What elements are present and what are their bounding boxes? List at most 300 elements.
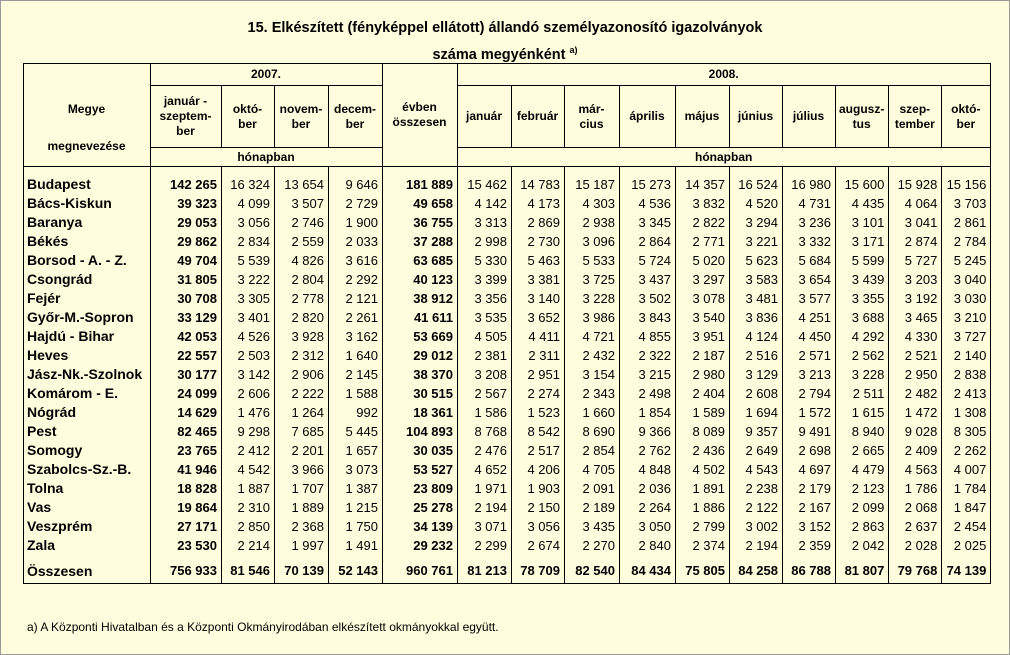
table-cell: 18 361 <box>383 403 458 422</box>
month-header-2007-1: január - szeptem-ber <box>151 86 222 148</box>
table-cell: 104 893 <box>383 422 458 441</box>
table-cell: 2 482 <box>889 384 942 403</box>
table-cell: 5 533 <box>565 251 620 270</box>
table-cell: 4 721 <box>565 327 620 346</box>
table-cell: 3 951 <box>676 327 730 346</box>
table-cell: 4 435 <box>836 194 889 213</box>
table-cell: 2 214 <box>222 536 275 555</box>
table-cell: 3 381 <box>512 270 565 289</box>
table-cell: 4 479 <box>836 460 889 479</box>
table-cell: 3 154 <box>565 365 620 384</box>
table-cell: 18 828 <box>151 479 222 498</box>
table-row <box>24 270 991 289</box>
table-cell: 23 809 <box>383 479 458 498</box>
table-cell: 3 577 <box>783 289 836 308</box>
table-cell: 81 546 <box>222 555 275 584</box>
table-title-line1: 15. Elkészített (fényképpel ellátott) állandó személyazonosító igazolványok <box>247 20 763 36</box>
county-name: Jász-Nk.-Szolnok <box>24 365 151 384</box>
county-name: Győr-M.-Sopron <box>24 308 151 327</box>
table-cell: 2 436 <box>676 441 730 460</box>
table-cell: 3 228 <box>836 365 889 384</box>
table-cell: 29 862 <box>151 232 222 251</box>
table-cell: 2 068 <box>889 498 942 517</box>
table-cell: 3 502 <box>620 289 676 308</box>
month-header-2008-10: októ-ber <box>942 86 991 148</box>
table-cell: 34 139 <box>383 517 458 536</box>
table-cell: 3 210 <box>942 308 991 327</box>
table-cell: 960 761 <box>383 555 458 584</box>
table-cell: 2 033 <box>329 232 383 251</box>
table-cell: 1 572 <box>783 403 836 422</box>
table-cell: 4 251 <box>783 308 836 327</box>
table-cell: 1 523 <box>512 403 565 422</box>
table-cell: 3 002 <box>730 517 783 536</box>
month-header-2007-4: decem-ber <box>329 86 383 148</box>
table-cell: 3 203 <box>889 270 942 289</box>
table-cell: 2 980 <box>676 365 730 384</box>
table-cell: 4 520 <box>730 194 783 213</box>
county-name: Budapest <box>24 167 151 195</box>
table-cell: 4 173 <box>512 194 565 213</box>
table-cell: 30 177 <box>151 365 222 384</box>
table-cell: 2 194 <box>730 536 783 555</box>
table-title-line2: száma megyénként $^{a)}$ <box>432 45 578 63</box>
table-cell: 2 222 <box>275 384 329 403</box>
table-cell: 2 238 <box>730 479 783 498</box>
table-row <box>24 232 991 251</box>
county-name: Összesen <box>24 555 151 584</box>
table-cell: 3 222 <box>222 270 275 289</box>
table-cell: 8 768 <box>458 422 512 441</box>
table-row <box>24 289 991 308</box>
table-cell: 2 368 <box>275 517 329 536</box>
table-cell: 3 399 <box>458 270 512 289</box>
table-cell: 8 690 <box>565 422 620 441</box>
table-cell: 2 179 <box>783 479 836 498</box>
table-cell: 1 264 <box>275 403 329 422</box>
table-cell: 2 729 <box>329 194 383 213</box>
table-cell: 8 089 <box>676 422 730 441</box>
county-name: Borsod - A. - Z. <box>24 251 151 270</box>
county-name: Nógrád <box>24 403 151 422</box>
table-cell: 181 889 <box>383 167 458 195</box>
table-cell: 3 966 <box>275 460 329 479</box>
table-cell: 1 997 <box>275 536 329 555</box>
table-cell: 2 099 <box>836 498 889 517</box>
table-row <box>24 308 991 327</box>
table-cell: 2 121 <box>329 289 383 308</box>
year-2008-header: 2008. <box>458 64 991 86</box>
year-2007-header: 2007. <box>151 64 383 86</box>
table-cell: 3 056 <box>222 213 275 232</box>
table-cell: 9 357 <box>730 422 783 441</box>
table-cell: 3 986 <box>565 308 620 327</box>
table-cell: 3 332 <box>783 232 836 251</box>
table-cell: 3 208 <box>458 365 512 384</box>
table-cell: 4 855 <box>620 327 676 346</box>
table-cell: 8 305 <box>942 422 991 441</box>
table-cell: 2 025 <box>942 536 991 555</box>
table-cell: 30 035 <box>383 441 458 460</box>
table-cell: 2 036 <box>620 479 676 498</box>
table-cell: 38 370 <box>383 365 458 384</box>
table-cell: 4 848 <box>620 460 676 479</box>
table-cell: 992 <box>329 403 383 422</box>
table-cell: 2 261 <box>329 308 383 327</box>
table-cell: 2 608 <box>730 384 783 403</box>
table-cell: 14 629 <box>151 403 222 422</box>
county-name: Veszprém <box>24 517 151 536</box>
unit-2008-header: hónapban <box>458 148 991 167</box>
title-footnote-mark: a) <box>569 45 578 55</box>
table-cell: 3 355 <box>836 289 889 308</box>
table-cell: 2 762 <box>620 441 676 460</box>
table-cell: 3 215 <box>620 365 676 384</box>
month-header-2008-7: július <box>783 86 836 148</box>
table-cell: 2 274 <box>512 384 565 403</box>
table-cell: 2 264 <box>620 498 676 517</box>
table-cell: 2 123 <box>836 479 889 498</box>
table-row <box>24 460 991 479</box>
table-cell: 82 465 <box>151 422 222 441</box>
table-cell: 3 507 <box>275 194 329 213</box>
table-cell: 15 600 <box>836 167 889 195</box>
table-body <box>24 167 991 584</box>
table-cell: 41 946 <box>151 460 222 479</box>
county-name: Békés <box>24 232 151 251</box>
table-cell: 3 152 <box>783 517 836 536</box>
table-cell: 4 542 <box>222 460 275 479</box>
table-cell: 4 124 <box>730 327 783 346</box>
table-cell: 1 589 <box>676 403 730 422</box>
table-cell: 3 345 <box>620 213 676 232</box>
table-cell: 3 213 <box>783 365 836 384</box>
yearly-total-header: évben összesen <box>383 64 458 167</box>
table-cell: 4 697 <box>783 460 836 479</box>
table-row <box>24 422 991 441</box>
table-cell: 8 940 <box>836 422 889 441</box>
table-cell: 63 685 <box>383 251 458 270</box>
table-cell: 2 413 <box>942 384 991 403</box>
table-cell: 2 189 <box>565 498 620 517</box>
table-cell: 1 847 <box>942 498 991 517</box>
table-cell: 3 056 <box>512 517 565 536</box>
table-cell: 15 187 <box>565 167 620 195</box>
table-cell: 29 053 <box>151 213 222 232</box>
table-cell: 4 536 <box>620 194 676 213</box>
table-cell: 2 838 <box>942 365 991 384</box>
county-name: Komárom - E. <box>24 384 151 403</box>
month-header-2008-3: már-cius <box>565 86 620 148</box>
table-cell: 3 040 <box>942 270 991 289</box>
table-cell: 1 586 <box>458 403 512 422</box>
table-cell: 25 278 <box>383 498 458 517</box>
table-cell: 1 308 <box>942 403 991 422</box>
table-row <box>24 479 991 498</box>
month-header-2008-8: augusz-tus <box>836 86 889 148</box>
table-cell: 756 933 <box>151 555 222 584</box>
table-cell: 2 167 <box>783 498 836 517</box>
table-cell: 3 703 <box>942 194 991 213</box>
table-cell: 1 640 <box>329 346 383 365</box>
table-cell: 5 445 <box>329 422 383 441</box>
table-cell: 2 840 <box>620 536 676 555</box>
table-cell: 29 012 <box>383 346 458 365</box>
table-cell: 3 437 <box>620 270 676 289</box>
table-cell: 84 258 <box>730 555 783 584</box>
table-row <box>24 213 991 232</box>
data-table <box>23 63 991 584</box>
table-cell: 2 951 <box>512 365 565 384</box>
county-name: Bács-Kiskun <box>24 194 151 213</box>
table-cell: 1 903 <box>512 479 565 498</box>
table-cell: 84 434 <box>620 555 676 584</box>
table-cell: 2 412 <box>222 441 275 460</box>
table-cell: 3 305 <box>222 289 275 308</box>
table-cell: 2 863 <box>836 517 889 536</box>
table-cell: 2 432 <box>565 346 620 365</box>
table-cell: 4 292 <box>836 327 889 346</box>
table-cell: 1 387 <box>329 479 383 498</box>
table-cell: 81 213 <box>458 555 512 584</box>
table-cell: 2 521 <box>889 346 942 365</box>
table-cell: 2 201 <box>275 441 329 460</box>
table-cell: 3 435 <box>565 517 620 536</box>
table-cell: 23 530 <box>151 536 222 555</box>
table-cell: 15 462 <box>458 167 512 195</box>
table-row <box>24 441 991 460</box>
table-cell: 2 517 <box>512 441 565 460</box>
table-cell: 2 869 <box>512 213 565 232</box>
table-cell: 2 665 <box>836 441 889 460</box>
table-cell: 3 162 <box>329 327 383 346</box>
table-row <box>24 365 991 384</box>
table-cell: 30 708 <box>151 289 222 308</box>
table-cell: 23 765 <box>151 441 222 460</box>
table-cell: 1 215 <box>329 498 383 517</box>
table-cell: 2 122 <box>730 498 783 517</box>
footnote: a) A Központi Hivatalban és a Központi Okmányirodában elkészített okmányokkal együtt. <box>27 620 499 634</box>
table-cell: 30 515 <box>383 384 458 403</box>
table-cell: 74 139 <box>942 555 991 584</box>
table-cell: 5 724 <box>620 251 676 270</box>
table-cell: 16 980 <box>783 167 836 195</box>
table-cell: 5 684 <box>783 251 836 270</box>
table-cell: 38 912 <box>383 289 458 308</box>
table-cell: 2 559 <box>275 232 329 251</box>
table-cell: 2 861 <box>942 213 991 232</box>
table-cell: 1 900 <box>329 213 383 232</box>
table-cell: 2 404 <box>676 384 730 403</box>
table-row <box>24 327 991 346</box>
table-cell: 2 359 <box>783 536 836 555</box>
month-header-2008-2: február <box>512 86 565 148</box>
table-cell: 5 623 <box>730 251 783 270</box>
table-cell: 2 150 <box>512 498 565 517</box>
table-cell: 3 192 <box>889 289 942 308</box>
table-cell: 2 409 <box>889 441 942 460</box>
table-cell: 3 727 <box>942 327 991 346</box>
table-cell: 15 156 <box>942 167 991 195</box>
table-cell: 2 511 <box>836 384 889 403</box>
table-cell: 7 685 <box>275 422 329 441</box>
county-name: Somogy <box>24 441 151 460</box>
table-cell: 33 129 <box>151 308 222 327</box>
table-cell: 2 822 <box>676 213 730 232</box>
table-cell: 1 784 <box>942 479 991 498</box>
table-cell: 9 491 <box>783 422 836 441</box>
table-cell: 4 563 <box>889 460 942 479</box>
table-cell: 4 064 <box>889 194 942 213</box>
county-name: Baranya <box>24 213 151 232</box>
table-cell: 2 771 <box>676 232 730 251</box>
table-cell: 2 864 <box>620 232 676 251</box>
table-cell: 2 310 <box>222 498 275 517</box>
table-cell: 3 221 <box>730 232 783 251</box>
table-cell: 5 245 <box>942 251 991 270</box>
table-cell: 40 123 <box>383 270 458 289</box>
table-cell: 2 854 <box>565 441 620 460</box>
table-cell: 3 465 <box>889 308 942 327</box>
table-cell: 4 502 <box>676 460 730 479</box>
table-cell: 37 288 <box>383 232 458 251</box>
month-header-2008-9: szep-tember <box>889 86 942 148</box>
table-cell: 2 299 <box>458 536 512 555</box>
unit-2007-header: hónapban <box>151 148 383 167</box>
table-cell: 15 273 <box>620 167 676 195</box>
table-cell: 29 232 <box>383 536 458 555</box>
table-cell: 3 583 <box>730 270 783 289</box>
table-cell: 1 891 <box>676 479 730 498</box>
table-cell: 2 322 <box>620 346 676 365</box>
month-header-2008-5: május <box>676 86 730 148</box>
table-cell: 1 707 <box>275 479 329 498</box>
table-cell: 2 850 <box>222 517 275 536</box>
table-cell: 81 807 <box>836 555 889 584</box>
table-cell: 16 324 <box>222 167 275 195</box>
county-name: Hajdú - Bihar <box>24 327 151 346</box>
table-cell: 2 270 <box>565 536 620 555</box>
table-cell: 3 535 <box>458 308 512 327</box>
table-row <box>24 536 991 555</box>
table-cell: 2 567 <box>458 384 512 403</box>
table-cell: 2 730 <box>512 232 565 251</box>
table-cell: 2 784 <box>942 232 991 251</box>
table-cell: 19 864 <box>151 498 222 517</box>
table-cell: 1 694 <box>730 403 783 422</box>
table-row <box>24 384 991 403</box>
table-cell: 1 887 <box>222 479 275 498</box>
table-cell: 3 142 <box>222 365 275 384</box>
table-cell: 2 311 <box>512 346 565 365</box>
table-cell: 3 030 <box>942 289 991 308</box>
table-cell: 3 078 <box>676 289 730 308</box>
table-cell: 9 298 <box>222 422 275 441</box>
table-cell: 27 171 <box>151 517 222 536</box>
month-header-2008-1: január <box>458 86 512 148</box>
table-cell: 1 971 <box>458 479 512 498</box>
table-cell: 3 356 <box>458 289 512 308</box>
table-cell: 2 938 <box>565 213 620 232</box>
table-row <box>24 403 991 422</box>
table-cell: 4 099 <box>222 194 275 213</box>
table-cell: 53 527 <box>383 460 458 479</box>
table-cell: 82 540 <box>565 555 620 584</box>
table-cell: 2 516 <box>730 346 783 365</box>
table-cell: 3 481 <box>730 289 783 308</box>
table-cell: 3 140 <box>512 289 565 308</box>
table-cell: 2 778 <box>275 289 329 308</box>
table-cell: 3 540 <box>676 308 730 327</box>
table-cell: 3 050 <box>620 517 676 536</box>
table-cell: 9 366 <box>620 422 676 441</box>
table-cell: 5 599 <box>836 251 889 270</box>
month-header-2008-6: június <box>730 86 783 148</box>
table-cell: 3 401 <box>222 308 275 327</box>
table-cell: 49 704 <box>151 251 222 270</box>
table-cell: 3 836 <box>730 308 783 327</box>
table-cell: 5 463 <box>512 251 565 270</box>
table-cell: 3 297 <box>676 270 730 289</box>
table-cell: 42 053 <box>151 327 222 346</box>
table-row <box>24 194 991 213</box>
table-cell: 3 129 <box>730 365 783 384</box>
table-header <box>24 64 991 167</box>
table-cell: 16 524 <box>730 167 783 195</box>
table-row <box>24 346 991 365</box>
table-cell: 22 557 <box>151 346 222 365</box>
table-cell: 4 731 <box>783 194 836 213</box>
month-header-2007-2: októ-ber <box>222 86 275 148</box>
table-cell: 1 886 <box>676 498 730 517</box>
table-cell: 2 292 <box>329 270 383 289</box>
table-cell: 3 313 <box>458 213 512 232</box>
table-cell: 2 998 <box>458 232 512 251</box>
month-header-2007-3: novem-ber <box>275 86 329 148</box>
table-cell: 4 450 <box>783 327 836 346</box>
table-cell: 2 820 <box>275 308 329 327</box>
table-cell: 86 788 <box>783 555 836 584</box>
table-cell: 2 187 <box>676 346 730 365</box>
table-cell: 70 139 <box>275 555 329 584</box>
table-cell: 5 020 <box>676 251 730 270</box>
county-subheader: megnevezése <box>47 139 126 153</box>
table-cell: 2 606 <box>222 384 275 403</box>
table-cell: 4 505 <box>458 327 512 346</box>
table-cell: 9 028 <box>889 422 942 441</box>
month-header-2008-4: április <box>620 86 676 148</box>
county-name: Zala <box>24 536 151 555</box>
table-cell: 2 381 <box>458 346 512 365</box>
table-cell: 3 843 <box>620 308 676 327</box>
table-row <box>24 251 991 270</box>
table-cell: 2 674 <box>512 536 565 555</box>
table-cell: 3 725 <box>565 270 620 289</box>
table-row <box>24 167 991 195</box>
county-name: Csongrád <box>24 270 151 289</box>
table-cell: 3 652 <box>512 308 565 327</box>
table-cell: 4 543 <box>730 460 783 479</box>
county-name: Vas <box>24 498 151 517</box>
table-cell: 4 526 <box>222 327 275 346</box>
table-cell: 2 698 <box>783 441 836 460</box>
table-cell: 49 658 <box>383 194 458 213</box>
table-cell: 3 041 <box>889 213 942 232</box>
table-cell: 3 171 <box>836 232 889 251</box>
table-cell: 2 262 <box>942 441 991 460</box>
table-cell: 1 889 <box>275 498 329 517</box>
table-cell: 2 498 <box>620 384 676 403</box>
